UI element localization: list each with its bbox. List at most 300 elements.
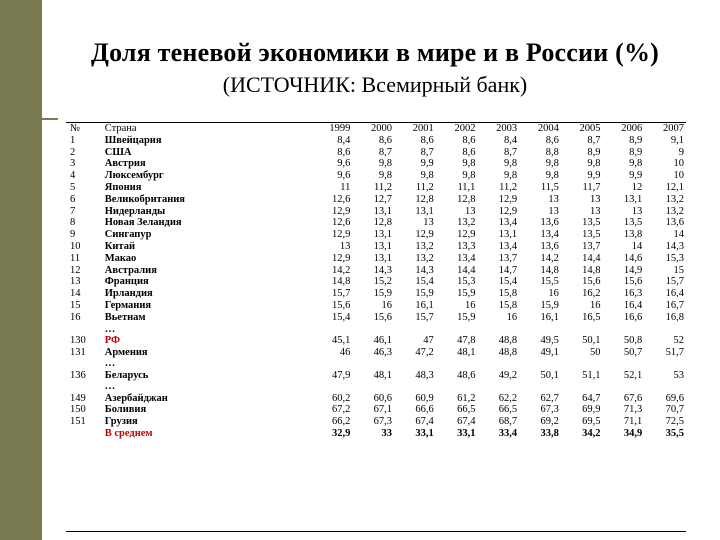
- value-cell: 62,2: [498, 392, 518, 404]
- value-cell: 46,3: [373, 346, 393, 358]
- value-cell: 8,9: [629, 134, 643, 146]
- value-cell: 13,1: [415, 205, 434, 217]
- value-cell: 11,2: [499, 181, 518, 193]
- value-cell: 33,1: [457, 427, 476, 439]
- country-name: Германия: [104, 299, 152, 311]
- value-cell: 15,9: [457, 288, 476, 300]
- value-cell: 14,8: [331, 276, 351, 288]
- value-cell: 72,5: [665, 416, 684, 428]
- value-cell: 14,3: [415, 264, 434, 276]
- table-row: [66, 217, 686, 229]
- country-cell: [104, 170, 311, 182]
- value-cell: 13,2: [415, 252, 434, 264]
- country-name: РФ: [104, 335, 121, 347]
- value-cell: 16: [381, 299, 393, 311]
- value-cell: 46: [339, 346, 351, 358]
- table-row: [66, 147, 686, 159]
- value-cell: 15,3: [665, 252, 684, 264]
- value-cell: 33: [381, 427, 393, 439]
- value-cell: 16,1: [415, 299, 434, 311]
- country-name: Вьетнам: [104, 311, 146, 323]
- value-cell: 11,7: [582, 181, 601, 193]
- value-cell: 50,7: [623, 346, 643, 358]
- value-cell: 12,9: [498, 193, 518, 205]
- value-cell: 8,7: [587, 134, 601, 146]
- value-cell: 50,1: [582, 335, 601, 347]
- value-cell: 67,6: [623, 392, 643, 404]
- value-cell: 13: [548, 193, 559, 205]
- value-cell: 33,4: [498, 427, 518, 439]
- value-cell: 14,8: [540, 264, 559, 276]
- value-cell: 33,1: [415, 427, 434, 439]
- value-cell: 11,5: [540, 181, 559, 193]
- value-cell: 16: [590, 299, 601, 311]
- value-cell: 32,9: [331, 427, 351, 439]
- value-cell: 14,3: [665, 240, 684, 252]
- rank-cell: 11: [70, 252, 81, 264]
- rank-cell: 5: [70, 181, 76, 193]
- value-cell: 71,1: [623, 416, 643, 428]
- value-cell: 33,8: [540, 427, 559, 439]
- table-body: [66, 123, 686, 440]
- rank-cell: 150: [70, 404, 86, 416]
- column-header: 2007: [663, 123, 684, 134]
- value-cell: 69,9: [582, 404, 601, 416]
- value-cell: 13,2: [665, 205, 684, 217]
- value-cell: 15,5: [540, 276, 559, 288]
- value-cell: 16,4: [665, 288, 684, 300]
- column-header: 2001: [412, 123, 434, 134]
- country-cell: [104, 347, 311, 359]
- column-header: 2004: [537, 123, 559, 134]
- rank-cell: 149: [70, 392, 86, 404]
- table-row-average: [66, 428, 686, 440]
- table-row-belarus: [66, 358, 686, 381]
- country-cell: [104, 182, 311, 194]
- value-cell: 10: [673, 158, 684, 170]
- country-name: Япония: [104, 181, 142, 193]
- value-cell: 69,2: [540, 416, 559, 428]
- country-cell: [104, 253, 311, 265]
- column-header: 2002: [454, 123, 476, 134]
- value-cell: 66,5: [498, 404, 518, 416]
- value-cell: 13,1: [373, 205, 393, 217]
- data-table: [66, 123, 686, 440]
- value-cell: 16: [548, 288, 559, 300]
- table-row-azerbaijan: [66, 381, 686, 404]
- country-name: Грузия: [104, 416, 138, 428]
- value-cell: 14,4: [582, 252, 601, 264]
- value-cell: 50: [590, 346, 601, 358]
- value-cell: 13: [590, 205, 601, 217]
- value-cell: 9: [678, 146, 684, 158]
- value-cell: 8,6: [545, 134, 559, 146]
- value-cell: 9,8: [420, 170, 434, 182]
- table-row: [66, 206, 686, 218]
- value-cell: 69,6: [665, 392, 684, 404]
- value-cell: 51,7: [665, 346, 684, 358]
- country-name: Люксембург: [104, 170, 164, 182]
- value-cell: 13,6: [665, 217, 684, 229]
- value-cell: 34,9: [623, 427, 643, 439]
- value-cell: 51,1: [582, 369, 601, 381]
- value-cell: 8,8: [545, 146, 559, 158]
- value-cell: 15,6: [623, 276, 643, 288]
- value-cell: 13,3: [457, 240, 476, 252]
- value-cell: 8,9: [629, 146, 643, 158]
- value-cell: 16: [464, 299, 476, 311]
- country-name: Армения: [104, 346, 148, 358]
- value-cell: 12,8: [373, 217, 393, 229]
- value-cell: 12,9: [498, 205, 518, 217]
- value-cell: 9,8: [504, 170, 518, 182]
- table-row: [66, 300, 686, 312]
- table-row: [66, 288, 686, 300]
- value-cell: 15,9: [373, 288, 393, 300]
- value-cell: 12,9: [331, 252, 351, 264]
- value-cell: 12,8: [415, 193, 434, 205]
- value-cell: 8,4: [337, 134, 351, 146]
- country-cell: [104, 135, 311, 147]
- table-row-georgia: [66, 416, 686, 428]
- value-cell: 15,4: [331, 311, 351, 323]
- value-cell: 9,8: [629, 158, 643, 170]
- value-cell: 9,8: [504, 158, 518, 170]
- value-cell: 13,8: [623, 229, 643, 241]
- value-cell: 66,5: [457, 404, 476, 416]
- rank-cell: 7: [70, 205, 76, 217]
- value-cell: 9,1: [670, 134, 684, 146]
- column-header: №: [70, 123, 81, 134]
- value-cell: 13,2: [665, 193, 684, 205]
- country-name: Швейцария: [104, 134, 162, 146]
- value-cell: 67,1: [373, 404, 393, 416]
- country-cell: [104, 381, 311, 404]
- value-cell: 13,5: [623, 217, 643, 229]
- value-cell: 14,6: [623, 252, 643, 264]
- value-cell: 13: [590, 193, 601, 205]
- rank-cell: 4: [70, 170, 76, 182]
- value-cell: 13,7: [498, 252, 518, 264]
- value-cell: 12,7: [373, 193, 393, 205]
- value-cell: 69,5: [582, 416, 601, 428]
- value-cell: 16,1: [540, 311, 559, 323]
- value-cell: 13: [631, 205, 643, 217]
- value-cell: 12,9: [331, 205, 351, 217]
- value-cell: 12,9: [415, 229, 434, 241]
- column-header: Страна: [104, 123, 137, 134]
- rank-cell: 15: [70, 299, 81, 311]
- country-cell: [104, 300, 311, 312]
- value-cell: 52: [673, 335, 684, 347]
- value-cell: 13,1: [373, 252, 393, 264]
- value-cell: 14,9: [623, 264, 643, 276]
- value-cell: 15,9: [457, 311, 476, 323]
- country-name: Нидерланды: [104, 205, 166, 217]
- value-cell: 53: [673, 369, 684, 381]
- value-cell: 9,8: [462, 170, 476, 182]
- value-cell: 47,2: [415, 346, 434, 358]
- value-cell: 16,2: [582, 288, 601, 300]
- country-name: Австрия: [104, 158, 146, 170]
- value-cell: 11: [340, 181, 351, 193]
- value-cell: 9,8: [545, 158, 559, 170]
- country-cell: [104, 194, 311, 206]
- country-cell: [104, 265, 311, 277]
- value-cell: 13,6: [540, 240, 559, 252]
- country-name: Новая Зеландия: [104, 217, 182, 229]
- country-name: Боливия: [104, 404, 147, 416]
- value-cell: 13: [423, 217, 434, 229]
- value-cell: 9,6: [337, 158, 351, 170]
- value-cell: 66,6: [415, 404, 434, 416]
- table-row: [66, 170, 686, 182]
- value-cell: 10: [673, 170, 684, 182]
- value-cell: 13,1: [498, 229, 518, 241]
- country-name: США: [104, 146, 132, 158]
- country-name: Великобритания: [104, 193, 185, 205]
- value-cell: 8,9: [587, 146, 601, 158]
- table-row: [66, 276, 686, 288]
- value-cell: 14,3: [373, 264, 393, 276]
- value-cell: 15,4: [498, 276, 518, 288]
- value-cell: 48,1: [457, 346, 476, 358]
- rank-cell: [66, 428, 104, 440]
- country-name: Азербайджан: [104, 392, 168, 404]
- country-cell: [104, 404, 311, 416]
- value-cell: 14,2: [331, 264, 351, 276]
- value-cell: 16,7: [665, 299, 684, 311]
- table-row: [66, 265, 686, 277]
- value-cell: 9,8: [378, 170, 393, 182]
- value-cell: 13,6: [540, 217, 559, 229]
- value-cell: 13,1: [373, 240, 393, 252]
- value-cell: 8,6: [462, 146, 476, 158]
- value-cell: 12,6: [331, 193, 351, 205]
- value-cell: 67,3: [373, 416, 393, 428]
- value-cell: 13,5: [582, 217, 601, 229]
- country-cell: [104, 312, 311, 324]
- rank-cell: 3: [70, 158, 76, 170]
- country-cell: [104, 324, 311, 347]
- value-cell: 15,9: [415, 288, 434, 300]
- country-cell: [104, 276, 311, 288]
- value-cell: 47,8: [457, 335, 476, 347]
- value-cell: 49,1: [540, 346, 559, 358]
- value-cell: 12,9: [457, 229, 476, 241]
- rank-cell: 1: [70, 134, 76, 146]
- rank-cell: 10: [70, 240, 81, 252]
- value-cell: 49,2: [498, 369, 518, 381]
- country-name: В среднем: [104, 427, 153, 439]
- slide-sidebar-bar: [0, 0, 42, 540]
- table-row: [66, 312, 686, 324]
- value-cell: 34,2: [582, 427, 601, 439]
- value-cell: 14: [631, 240, 643, 252]
- country-name: Ирландия: [104, 288, 153, 300]
- value-cell: 15: [673, 264, 684, 276]
- country-cell: [104, 147, 311, 159]
- value-cell: 13,7: [582, 240, 601, 252]
- value-cell: 8,6: [420, 134, 434, 146]
- table-row-armenia: [66, 347, 686, 359]
- value-cell: 8,7: [378, 146, 393, 158]
- ellipsis-marker: …: [104, 323, 116, 335]
- value-cell: 12: [631, 181, 643, 193]
- value-cell: 12,9: [331, 229, 351, 241]
- value-cell: 52,1: [623, 369, 643, 381]
- sidebar-accent-line: [38, 118, 58, 120]
- table-header-row: [66, 123, 686, 135]
- table-row: [66, 158, 686, 170]
- value-cell: 16,5: [582, 311, 601, 323]
- value-cell: 66,2: [331, 416, 351, 428]
- value-cell: 8,7: [420, 146, 434, 158]
- value-cell: 47: [423, 335, 434, 347]
- value-cell: 13: [548, 205, 559, 217]
- value-cell: 8,6: [378, 134, 393, 146]
- value-cell: 15,7: [415, 311, 434, 323]
- value-cell: 11,2: [374, 181, 393, 193]
- value-cell: 15,4: [415, 276, 434, 288]
- country-cell: [104, 158, 311, 170]
- value-cell: 67,4: [415, 416, 434, 428]
- value-cell: 48,3: [415, 369, 434, 381]
- rank-cell: 16: [70, 311, 81, 323]
- column-header: 2000: [371, 123, 393, 134]
- value-cell: 12,1: [665, 181, 684, 193]
- value-cell: 16,8: [665, 311, 684, 323]
- table-row-russia: [66, 324, 686, 347]
- ellipsis-marker: …: [104, 381, 116, 393]
- value-cell: 71,3: [623, 404, 643, 416]
- value-cell: 15,8: [498, 288, 518, 300]
- value-cell: 12,8: [457, 193, 476, 205]
- value-cell: 13,4: [498, 240, 518, 252]
- value-cell: 8,6: [337, 146, 351, 158]
- value-cell: 13: [339, 240, 351, 252]
- rank-cell: 131: [70, 346, 86, 358]
- value-cell: 15,6: [373, 311, 393, 323]
- value-cell: 49,5: [540, 335, 559, 347]
- value-cell: 60,6: [373, 392, 393, 404]
- value-cell: 62,7: [540, 392, 559, 404]
- country-name: Беларусь: [104, 369, 149, 381]
- value-cell: 15,9: [540, 299, 559, 311]
- value-cell: 9,8: [545, 170, 559, 182]
- table-row: [66, 194, 686, 206]
- slide-title: Доля теневой экономики в мире и в России (%): [90, 38, 660, 67]
- table-row: [66, 182, 686, 194]
- value-cell: 64,7: [582, 392, 601, 404]
- value-cell: 35,5: [665, 427, 684, 439]
- value-cell: 9,8: [462, 158, 476, 170]
- value-cell: 11,1: [457, 181, 476, 193]
- rank-cell: 2: [70, 146, 76, 158]
- value-cell: 67,4: [457, 416, 476, 428]
- value-cell: 45,1: [331, 335, 351, 347]
- column-header: 2006: [621, 123, 643, 134]
- rank-cell: 12: [70, 264, 81, 276]
- value-cell: 13,4: [457, 252, 476, 264]
- value-cell: 13,5: [582, 229, 601, 241]
- country-cell: [104, 206, 311, 218]
- value-cell: 16,6: [623, 311, 643, 323]
- value-cell: 9,9: [587, 170, 601, 182]
- table-row: [66, 135, 686, 147]
- table-row: [66, 229, 686, 241]
- value-cell: 60,2: [331, 392, 351, 404]
- rank-cell: 8: [70, 217, 76, 229]
- value-cell: 13,1: [373, 229, 393, 241]
- value-cell: 61,2: [457, 392, 476, 404]
- value-cell: 9,6: [337, 170, 351, 182]
- value-cell: 48,8: [498, 335, 518, 347]
- rank-cell: 14: [70, 288, 81, 300]
- value-cell: 12,6: [331, 217, 351, 229]
- table-row: [66, 253, 686, 265]
- shadow-economy-table: [66, 122, 686, 532]
- value-cell: 13,1: [623, 193, 643, 205]
- value-cell: 9,9: [420, 158, 434, 170]
- country-cell: [104, 288, 311, 300]
- rank-cell: 13: [70, 276, 81, 288]
- value-cell: 9,8: [378, 158, 393, 170]
- country-name: Макао: [104, 252, 137, 264]
- column-header: 2003: [496, 123, 518, 134]
- value-cell: 50,1: [540, 369, 559, 381]
- value-cell: 16,3: [623, 288, 643, 300]
- value-cell: 15,7: [331, 288, 351, 300]
- value-cell: 68,7: [498, 416, 518, 428]
- value-cell: 46,1: [373, 335, 393, 347]
- value-cell: 14,8: [582, 264, 601, 276]
- country-name: Китай: [104, 240, 135, 252]
- value-cell: 50,8: [623, 335, 643, 347]
- country-cell: [104, 358, 311, 381]
- country-name: Сингапур: [104, 229, 152, 241]
- value-cell: 14: [673, 229, 684, 241]
- value-cell: 9,9: [629, 170, 643, 182]
- value-cell: 48,1: [373, 369, 393, 381]
- value-cell: 14,4: [457, 264, 476, 276]
- value-cell: 11,2: [415, 181, 434, 193]
- country-cell: [104, 428, 311, 440]
- rank-cell: 6: [70, 193, 76, 205]
- value-cell: 15,2: [373, 276, 393, 288]
- value-cell: 70,7: [665, 404, 684, 416]
- value-cell: 13,4: [540, 229, 559, 241]
- value-cell: 60,9: [415, 392, 434, 404]
- country-cell: [104, 217, 311, 229]
- value-cell: 13,2: [457, 217, 476, 229]
- value-cell: 8,6: [462, 134, 476, 146]
- value-cell: 16,4: [623, 299, 643, 311]
- value-cell: 16: [506, 311, 518, 323]
- value-cell: 14,7: [498, 264, 518, 276]
- value-cell: 14,2: [540, 252, 559, 264]
- country-cell: [104, 416, 311, 428]
- value-cell: 15,6: [582, 276, 601, 288]
- value-cell: 48,6: [457, 369, 476, 381]
- country-name: Франция: [104, 276, 149, 288]
- value-cell: 15,8: [498, 299, 518, 311]
- ellipsis-marker: …: [104, 358, 116, 370]
- country-cell: [104, 241, 311, 253]
- value-cell: 47,9: [331, 369, 351, 381]
- value-cell: 13,4: [498, 217, 518, 229]
- table-row: [66, 241, 686, 253]
